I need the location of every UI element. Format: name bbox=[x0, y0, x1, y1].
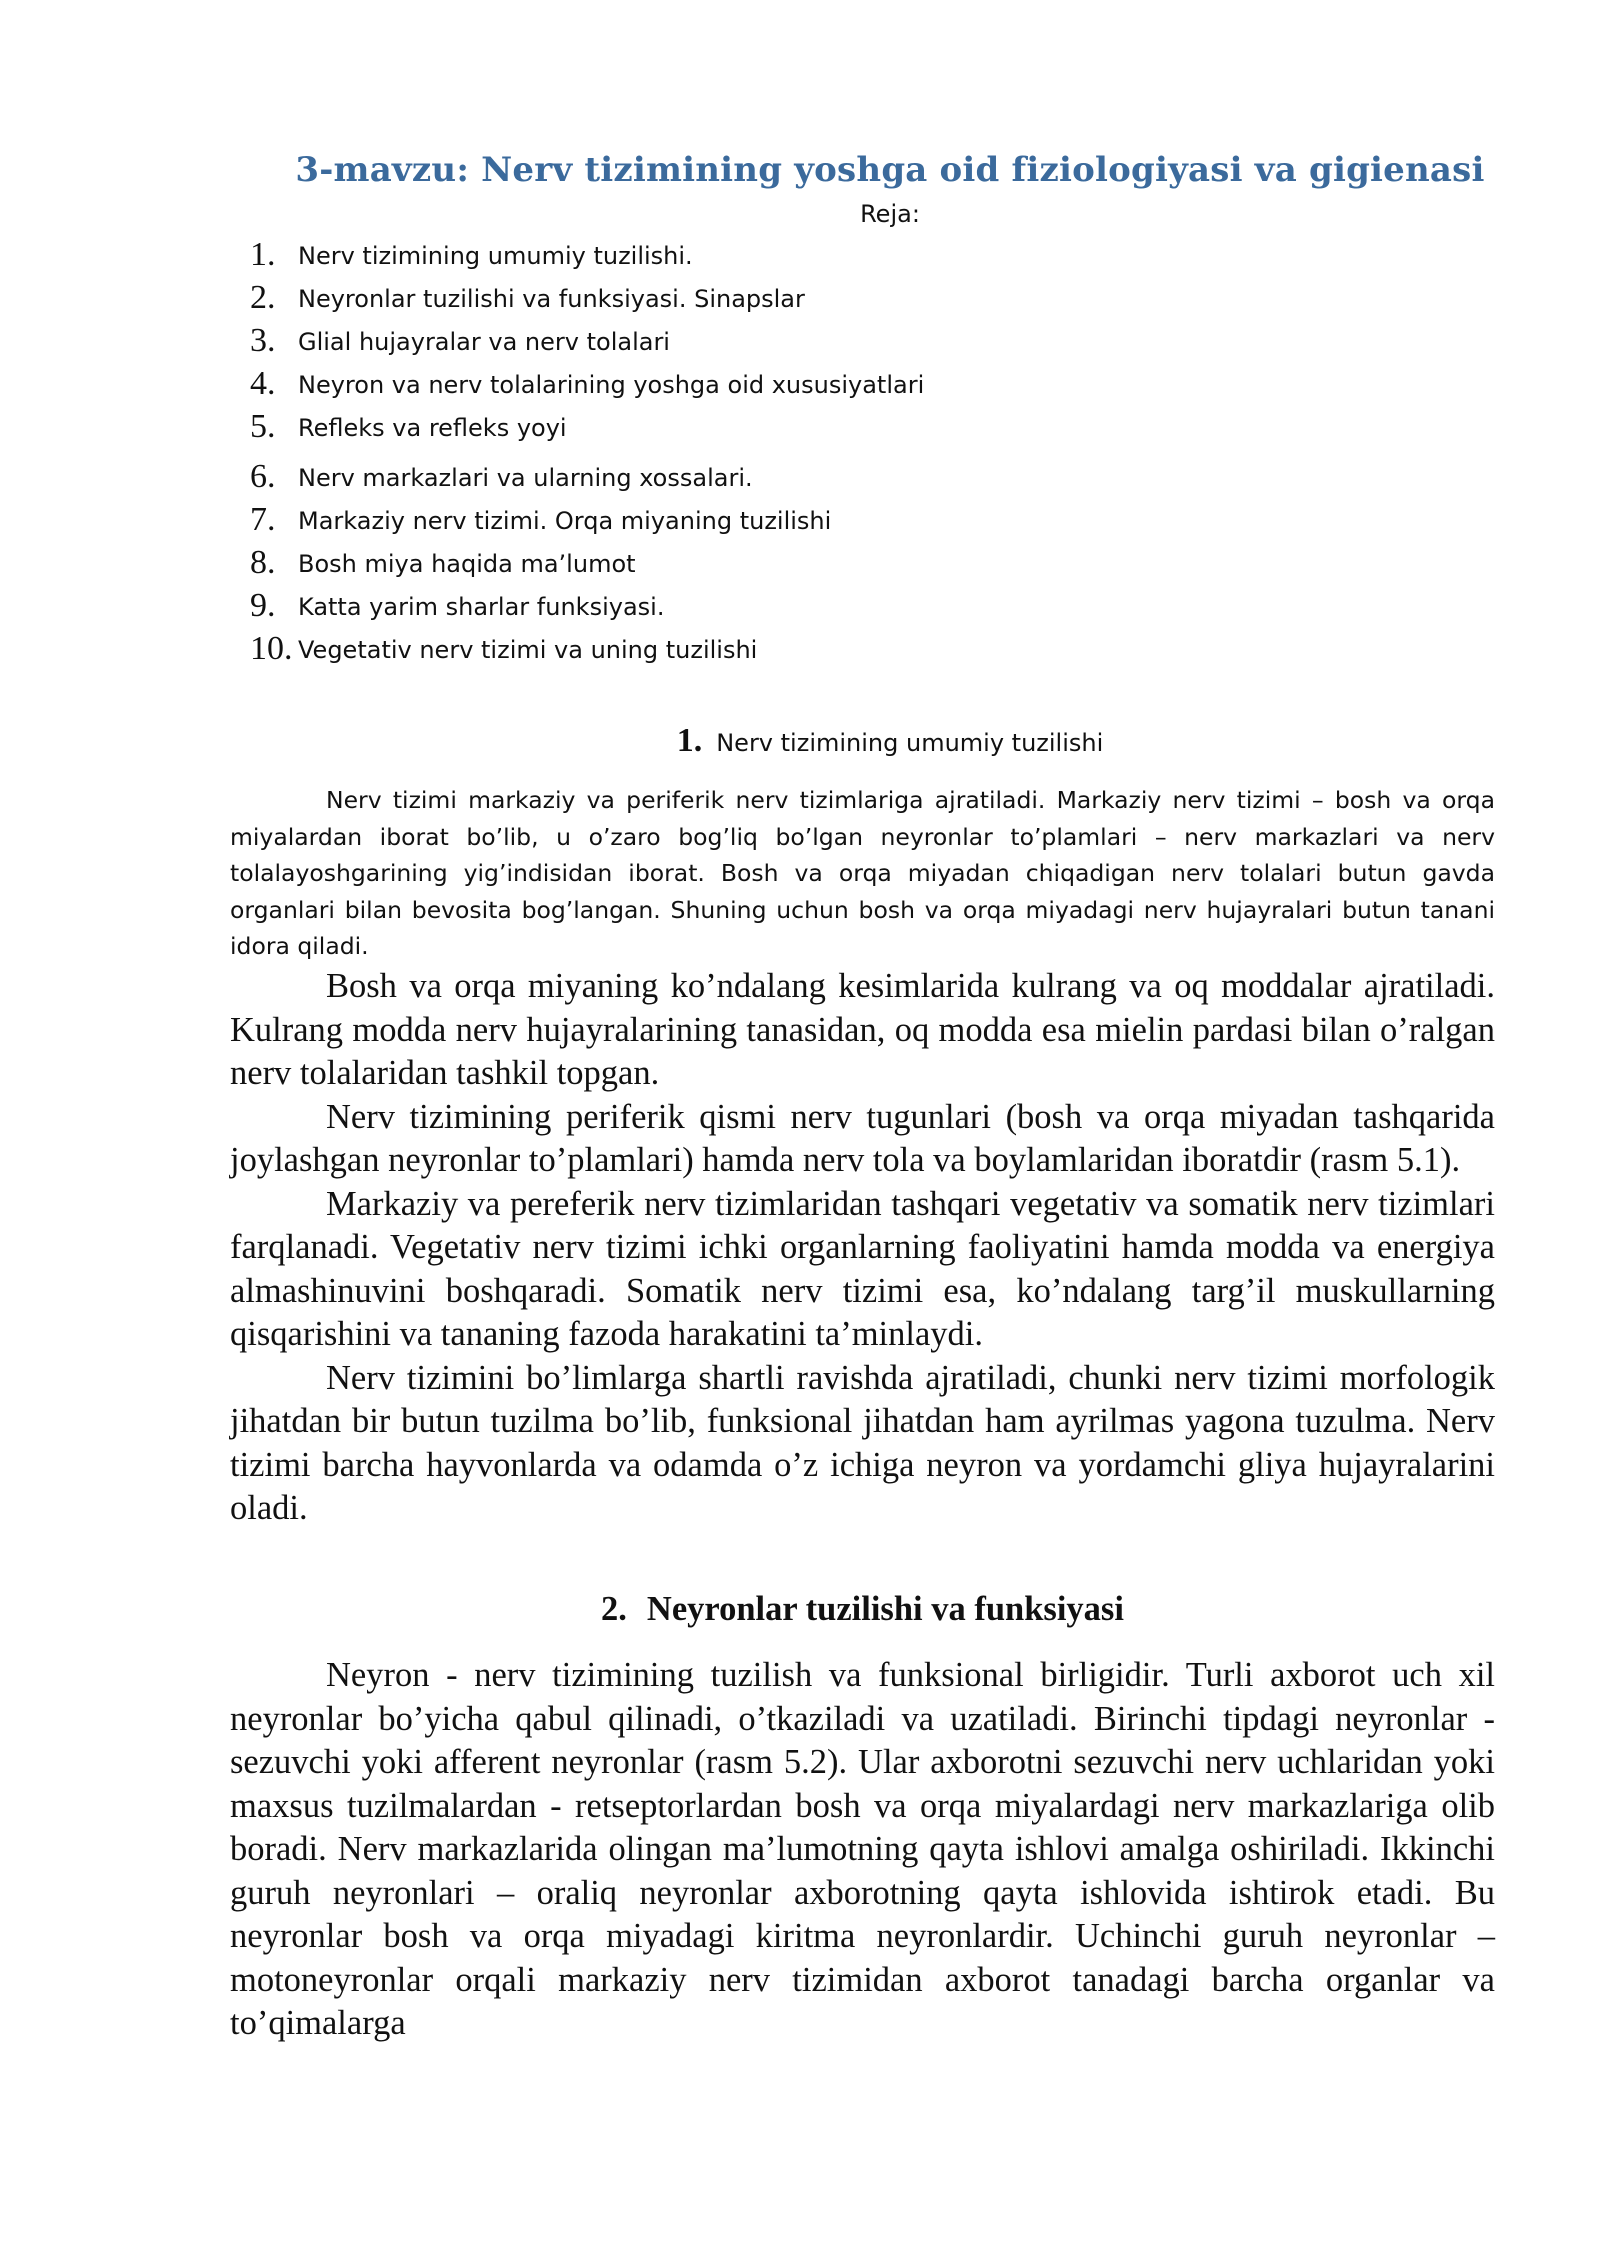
plan-item-number: 6. bbox=[250, 458, 276, 495]
section-1-heading bbox=[230, 722, 1550, 760]
section-1-intro-paragraph: Nerv tizimi markaziy va periferik nerv tizimlariga ajratiladi. Markaziy nerv tizimi – bosh va orqa miyalardan iborat bo’lib, u o’zaro bog’liq bo’lgan neyronlar to’plamlari – nerv markazlari va nerv tolalayoshgarining yig’indisidan iborat. Bosh va orqa miyadan chiqadigan nerv tolalari butun gavda organlari bilan bevosita bog’langan. Shuning uchun bosh va orqa miyadagi nerv hujayralari butun tanani idora qiladi. bbox=[230, 786, 1495, 960]
plan-item-text: Katta yarim sharlar funksiyasi. bbox=[298, 593, 665, 621]
plan-item-number: 4. bbox=[250, 365, 276, 402]
plan-item-number: 2. bbox=[250, 279, 276, 316]
section-1-body bbox=[230, 965, 1495, 1531]
body-paragraph: Nerv tizimini bo’limlarga shartli ravishda ajratiladi, chunki nerv tizimi morfologik jihatdan bir butun tuzilma bo’lib, funksional jihatdan ham ayrilmas yagona tuzulma. Nerv tizimi barcha hayvonlarda va odamda o’z ichiga neyron va yordamchi gliya hujayralarini oladi. bbox=[230, 1358, 1495, 1527]
plan-item-number: 8. bbox=[250, 544, 276, 581]
plan-item-number: 7. bbox=[250, 501, 276, 538]
section-1-number: 1. bbox=[676, 722, 703, 759]
plan-item-text: Refleks va refleks yoyi bbox=[298, 414, 567, 442]
plan-item-text: Markaziy nerv tizimi. Orqa miyaning tuzilishi bbox=[298, 507, 832, 535]
body-paragraph: Markaziy va pereferik nerv tizimlaridan tashqari vegetativ va somatik nerv tizimlari farqlanadi. Vegetativ nerv tizimi ichki organlarning faoliyatini hamda modda va energiya almashinuvini boshqaradi. Somatik nerv tizimi esa, ko’ndalang targ’il muskullarning qisqarishini va tananing fazoda harakatini ta’minlaydi. bbox=[230, 1184, 1495, 1353]
plan-item-text: Glial hujayralar va nerv tolalari bbox=[298, 328, 670, 356]
section-2-heading bbox=[230, 1590, 1495, 1629]
plan-item-text: Vegetativ nerv tizimi va uning tuzilishi bbox=[298, 636, 758, 664]
plan-label: Reja: bbox=[860, 200, 920, 228]
plan-item-text: Neyron va nerv tolalarining yoshga oid xususiyatlari bbox=[298, 371, 925, 399]
plan-item-number: 10. bbox=[250, 630, 293, 667]
section-2-number: 2. bbox=[601, 1590, 627, 1628]
plan-item-text: Nerv markazlari va ularning xossalari. bbox=[298, 464, 753, 492]
section-1-title: Nerv tizimining umumiy tuzilishi bbox=[716, 729, 1104, 757]
plan-item-number: 9. bbox=[250, 587, 276, 624]
plan-item-number: 1. bbox=[250, 236, 276, 273]
section-2-title: Neyronlar tuzilishi va funksiyasi bbox=[646, 1590, 1124, 1628]
plan-item-text: Bosh miya haqida ma’lumot bbox=[298, 550, 636, 578]
body-paragraph: Nerv tizimining periferik qismi nerv tugunlari (bosh va orqa miyadan tashqarida joylashgan neyronlar to’plamlari) hamda nerv tola va boylamlaridan iboratdir (rasm 5.1). bbox=[230, 1097, 1495, 1179]
document-title: 3-mavzu: Nerv tizimining yoshga oid fiziologiyasi va gigienasi bbox=[295, 150, 1485, 190]
section-2-body bbox=[230, 1654, 1495, 2046]
body-paragraph: Neyron - nerv tizimining tuzilish va funksional birligidir. Turli axborot uch xil neyronlar bo’yicha qabul qilinadi, o’tkaziladi va uzatiladi. Birinchi tipdagi neyronlar - sezuvchi yoki afferent neyronlar (rasm 5.2). Ular axborotni sezuvchi nerv uchlaridan yoki maxsus tuzilmalardan - retseptorlardan bosh va orqa miyalardagi nerv markazlariga olib boradi. Nerv markazlarida olingan ma’lumotning qayta ishlovi amalga oshiriladi. Ikkinchi guruh neyronlari – oraliq neyronlar axborotning qayta ishlovida ishtirok etadi. Bu neyronlar bosh va orqa miyadagi kiritma neyronlardir. Uchinchi guruh neyronlar – motoneyronlar orqali markaziy nerv tizimidan axborot tanadagi barcha organlar va to’qimalarga bbox=[230, 1656, 1495, 2042]
plan-item-text: Nerv tizimining umumiy tuzilishi. bbox=[298, 242, 693, 270]
body-paragraph: Bosh va orqa miyaning ko’ndalang kesimlarida kulrang va oq moddalar ajratiladi. Kulrang modda nerv hujayralarining tanasidan, oq modda esa mielin pardasi bilan o’ralgan nerv tolalaridan tashkil topgan. bbox=[230, 967, 1495, 1092]
plan-item-number: 5. bbox=[250, 408, 276, 445]
plan-item-number: 3. bbox=[250, 322, 276, 359]
plan-item-text: Neyronlar tuzilishi va funksiyasi. Sinapslar bbox=[298, 285, 805, 313]
